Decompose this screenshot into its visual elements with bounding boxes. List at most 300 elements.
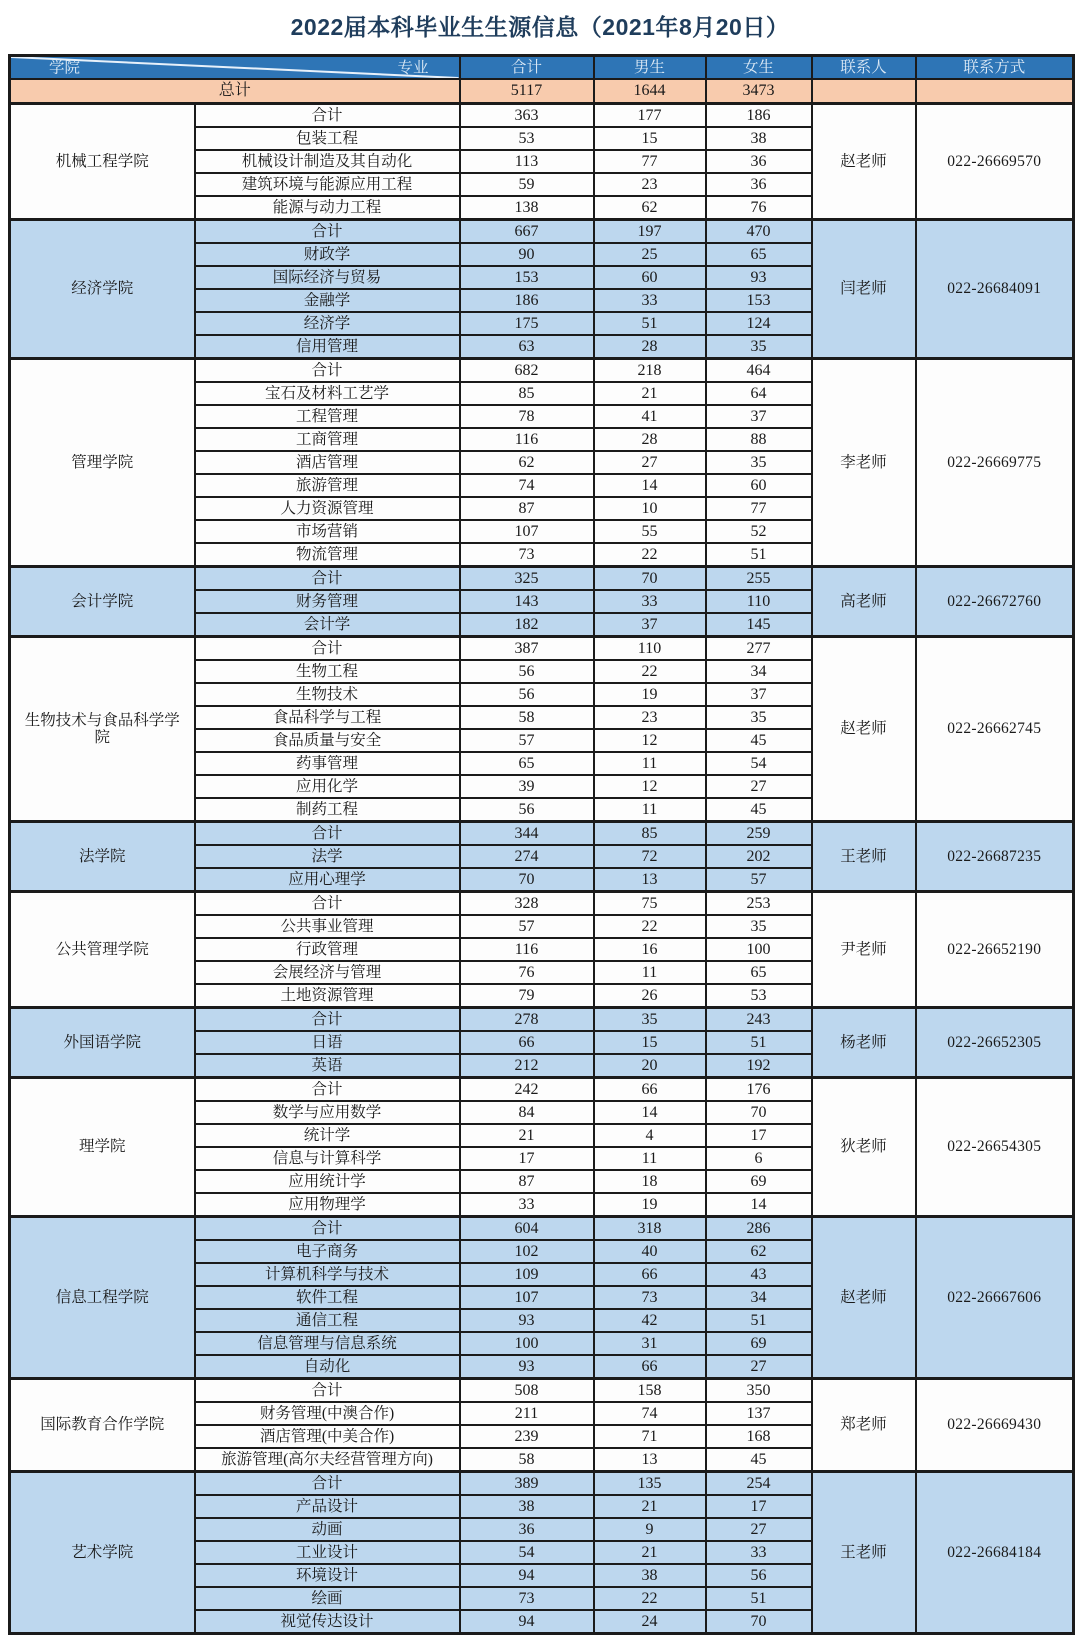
graduate-source-table (8, 54, 1075, 1635)
major-cell: 财务管理(中澳合作) (195, 1402, 460, 1425)
male-cell: 12 (594, 729, 706, 752)
major-cell: 工程管理 (195, 405, 460, 428)
header-cell-male: 男生 (594, 56, 706, 80)
female-cell: 45 (706, 798, 812, 822)
total-cell: 116 (460, 428, 594, 451)
female-cell: 51 (706, 543, 812, 567)
header-cell-female: 女生 (706, 56, 812, 80)
college-name-cell: 理学院 (10, 1078, 195, 1217)
total-cell: 94 (460, 1564, 594, 1587)
college-name-cell: 公共管理学院 (10, 892, 195, 1008)
male-cell: 21 (594, 1495, 706, 1518)
female-cell: 254 (706, 1472, 812, 1496)
major-cell: 会展经济与管理 (195, 961, 460, 984)
major-cell: 通信工程 (195, 1309, 460, 1332)
male-cell: 22 (594, 915, 706, 938)
male-cell: 66 (594, 1078, 706, 1102)
female-cell: 110 (706, 590, 812, 613)
header-cell-total: 合计 (460, 56, 594, 80)
female-cell: 64 (706, 382, 812, 405)
major-cell: 食品科学与工程 (195, 706, 460, 729)
male-cell: 51 (594, 312, 706, 335)
major-row (10, 637, 1074, 661)
major-cell: 绘画 (195, 1587, 460, 1610)
contact-cell: 高老师 (812, 567, 916, 637)
college-name-cell: 管理学院 (10, 359, 195, 567)
major-row (10, 359, 1074, 383)
male-cell: 11 (594, 1147, 706, 1170)
female-cell: 14 (706, 1193, 812, 1217)
phone-cell: 022-26652305 (916, 1008, 1074, 1078)
contact-cell: 赵老师 (812, 104, 916, 220)
major-cell: 财务管理 (195, 590, 460, 613)
total-cell: 508 (460, 1379, 594, 1403)
major-cell: 信息与计算科学 (195, 1147, 460, 1170)
male-cell: 23 (594, 706, 706, 729)
major-cell: 合计 (195, 1472, 460, 1496)
male-cell: 72 (594, 845, 706, 868)
phone-cell: 022-26662745 (916, 637, 1074, 822)
major-cell: 宝石及材料工艺学 (195, 382, 460, 405)
female-cell: 137 (706, 1402, 812, 1425)
grand-total-label: 总计 (10, 79, 460, 104)
total-cell: 21 (460, 1124, 594, 1147)
total-cell: 94 (460, 1610, 594, 1634)
male-cell: 20 (594, 1054, 706, 1078)
total-cell: 76 (460, 961, 594, 984)
female-cell: 51 (706, 1309, 812, 1332)
major-cell: 酒店管理(中美合作) (195, 1425, 460, 1448)
major-cell: 土地资源管理 (195, 984, 460, 1008)
total-cell: 87 (460, 497, 594, 520)
female-cell: 27 (706, 1518, 812, 1541)
total-cell: 278 (460, 1008, 594, 1032)
phone-cell: 022-26667606 (916, 1217, 1074, 1379)
major-cell: 市场营销 (195, 520, 460, 543)
total-cell: 79 (460, 984, 594, 1008)
total-cell: 389 (460, 1472, 594, 1496)
major-cell: 会计学 (195, 613, 460, 637)
major-cell: 应用心理学 (195, 868, 460, 892)
total-cell: 73 (460, 543, 594, 567)
male-cell: 177 (594, 104, 706, 128)
male-cell: 40 (594, 1240, 706, 1263)
total-cell: 17 (460, 1147, 594, 1170)
male-cell: 19 (594, 1193, 706, 1217)
female-cell: 37 (706, 683, 812, 706)
major-cell: 合计 (195, 1379, 460, 1403)
total-cell: 138 (460, 196, 594, 220)
total-cell: 84 (460, 1101, 594, 1124)
total-cell: 58 (460, 706, 594, 729)
male-cell: 27 (594, 451, 706, 474)
male-cell: 71 (594, 1425, 706, 1448)
male-cell: 25 (594, 243, 706, 266)
female-cell: 145 (706, 613, 812, 637)
phone-cell: 022-26654305 (916, 1078, 1074, 1217)
female-cell: 54 (706, 752, 812, 775)
female-cell: 124 (706, 312, 812, 335)
male-cell: 22 (594, 1587, 706, 1610)
college-name-cell: 国际教育合作学院 (10, 1379, 195, 1472)
total-cell: 63 (460, 335, 594, 359)
major-cell: 合计 (195, 220, 460, 244)
major-cell: 合计 (195, 1008, 460, 1032)
female-cell: 65 (706, 961, 812, 984)
male-cell: 75 (594, 892, 706, 916)
male-cell: 22 (594, 660, 706, 683)
header-cell-college-major (10, 56, 460, 80)
total-cell: 78 (460, 405, 594, 428)
female-cell: 259 (706, 822, 812, 846)
female-cell: 62 (706, 1240, 812, 1263)
phone-cell: 022-26652190 (916, 892, 1074, 1008)
header-row (10, 56, 1074, 80)
male-cell: 74 (594, 1402, 706, 1425)
female-cell: 38 (706, 127, 812, 150)
major-cell: 合计 (195, 637, 460, 661)
total-cell: 102 (460, 1240, 594, 1263)
female-cell: 253 (706, 892, 812, 916)
major-cell: 自动化 (195, 1355, 460, 1379)
major-row (10, 1472, 1074, 1496)
female-cell: 192 (706, 1054, 812, 1078)
page-title: 2022届本科毕业生生源信息（2021年8月20日） (290, 14, 790, 40)
male-cell: 21 (594, 382, 706, 405)
major-cell: 制药工程 (195, 798, 460, 822)
total-cell: 344 (460, 822, 594, 846)
grand-total-female: 3473 (706, 79, 812, 104)
female-cell: 33 (706, 1541, 812, 1564)
male-cell: 66 (594, 1355, 706, 1379)
total-cell: 186 (460, 289, 594, 312)
total-cell: 93 (460, 1355, 594, 1379)
header-cell-phone: 联系方式 (916, 56, 1074, 80)
college-name-cell: 经济学院 (10, 220, 195, 359)
male-cell: 55 (594, 520, 706, 543)
female-cell: 350 (706, 1379, 812, 1403)
contact-cell: 赵老师 (812, 1217, 916, 1379)
female-cell: 51 (706, 1587, 812, 1610)
male-cell: 318 (594, 1217, 706, 1241)
male-cell: 10 (594, 497, 706, 520)
male-cell: 66 (594, 1263, 706, 1286)
female-cell: 37 (706, 405, 812, 428)
female-cell: 34 (706, 1286, 812, 1309)
major-row (10, 1379, 1074, 1403)
major-cell: 合计 (195, 359, 460, 383)
male-cell: 38 (594, 1564, 706, 1587)
male-cell: 16 (594, 938, 706, 961)
page (0, 9, 1080, 1635)
major-cell: 能源与动力工程 (195, 196, 460, 220)
total-cell: 239 (460, 1425, 594, 1448)
female-cell: 470 (706, 220, 812, 244)
total-cell: 143 (460, 590, 594, 613)
male-cell: 31 (594, 1332, 706, 1355)
phone-cell: 022-26672760 (916, 567, 1074, 637)
total-cell: 73 (460, 1587, 594, 1610)
female-cell: 52 (706, 520, 812, 543)
total-cell: 175 (460, 312, 594, 335)
male-cell: 42 (594, 1309, 706, 1332)
major-cell: 包装工程 (195, 127, 460, 150)
header-label-major: 专业 (397, 58, 429, 76)
total-cell: 604 (460, 1217, 594, 1241)
total-cell: 100 (460, 1332, 594, 1355)
major-cell: 法学 (195, 845, 460, 868)
major-row (10, 892, 1074, 916)
female-cell: 27 (706, 775, 812, 798)
total-cell: 85 (460, 382, 594, 405)
phone-cell: 022-26669570 (916, 104, 1074, 220)
total-cell: 33 (460, 1193, 594, 1217)
total-cell: 65 (460, 752, 594, 775)
female-cell: 56 (706, 1564, 812, 1587)
major-cell: 公共事业管理 (195, 915, 460, 938)
college-name-cell: 艺术学院 (10, 1472, 195, 1634)
female-cell: 464 (706, 359, 812, 383)
male-cell: 135 (594, 1472, 706, 1496)
major-cell: 国际经济与贸易 (195, 266, 460, 289)
total-cell: 325 (460, 567, 594, 591)
male-cell: 60 (594, 266, 706, 289)
female-cell: 69 (706, 1332, 812, 1355)
college-name-cell: 信息工程学院 (10, 1217, 195, 1379)
female-cell: 6 (706, 1147, 812, 1170)
total-cell: 59 (460, 173, 594, 196)
total-cell: 87 (460, 1170, 594, 1193)
female-cell: 243 (706, 1008, 812, 1032)
total-cell: 667 (460, 220, 594, 244)
college-name-cell: 法学院 (10, 822, 195, 892)
major-row (10, 822, 1074, 846)
header-label-college: 学院 (49, 58, 81, 76)
female-cell: 34 (706, 660, 812, 683)
major-cell: 数学与应用数学 (195, 1101, 460, 1124)
female-cell: 76 (706, 196, 812, 220)
phone-cell: 022-26684184 (916, 1472, 1074, 1634)
major-cell: 计算机科学与技术 (195, 1263, 460, 1286)
female-cell: 70 (706, 1610, 812, 1634)
male-cell: 11 (594, 752, 706, 775)
major-cell: 环境设计 (195, 1564, 460, 1587)
total-cell: 363 (460, 104, 594, 128)
female-cell: 35 (706, 451, 812, 474)
male-cell: 28 (594, 428, 706, 451)
grand-total-phone-cell (916, 79, 1074, 104)
female-cell: 57 (706, 868, 812, 892)
major-cell: 电子商务 (195, 1240, 460, 1263)
total-cell: 113 (460, 150, 594, 173)
male-cell: 218 (594, 359, 706, 383)
contact-cell: 杨老师 (812, 1008, 916, 1078)
male-cell: 13 (594, 868, 706, 892)
major-cell: 生物工程 (195, 660, 460, 683)
major-row (10, 567, 1074, 591)
male-cell: 18 (594, 1170, 706, 1193)
male-cell: 28 (594, 335, 706, 359)
total-cell: 211 (460, 1402, 594, 1425)
female-cell: 51 (706, 1031, 812, 1054)
major-cell: 合计 (195, 822, 460, 846)
major-cell: 日语 (195, 1031, 460, 1054)
table-header (10, 56, 1074, 104)
male-cell: 33 (594, 289, 706, 312)
male-cell: 14 (594, 1101, 706, 1124)
college-name-cell: 生物技术与食品科学学院 (10, 637, 195, 822)
total-cell: 54 (460, 1541, 594, 1564)
contact-cell: 闫老师 (812, 220, 916, 359)
male-cell: 23 (594, 173, 706, 196)
female-cell: 35 (706, 335, 812, 359)
major-cell: 合计 (195, 1078, 460, 1102)
total-cell: 107 (460, 1286, 594, 1309)
total-cell: 107 (460, 520, 594, 543)
contact-cell: 王老师 (812, 1472, 916, 1634)
total-cell: 212 (460, 1054, 594, 1078)
total-cell: 116 (460, 938, 594, 961)
total-cell: 328 (460, 892, 594, 916)
contact-cell: 李老师 (812, 359, 916, 567)
major-cell: 旅游管理(高尔夫经营管理方向) (195, 1448, 460, 1472)
major-row (10, 220, 1074, 244)
major-cell: 工商管理 (195, 428, 460, 451)
female-cell: 100 (706, 938, 812, 961)
phone-cell: 022-26687235 (916, 822, 1074, 892)
college-name-cell: 机械工程学院 (10, 104, 195, 220)
female-cell: 17 (706, 1124, 812, 1147)
major-cell: 视觉传达设计 (195, 1610, 460, 1634)
total-cell: 39 (460, 775, 594, 798)
major-row (10, 1078, 1074, 1102)
male-cell: 85 (594, 822, 706, 846)
female-cell: 176 (706, 1078, 812, 1102)
female-cell: 88 (706, 428, 812, 451)
female-cell: 168 (706, 1425, 812, 1448)
major-cell: 旅游管理 (195, 474, 460, 497)
male-cell: 12 (594, 775, 706, 798)
contact-cell: 赵老师 (812, 637, 916, 822)
major-cell: 应用化学 (195, 775, 460, 798)
female-cell: 35 (706, 706, 812, 729)
total-cell: 53 (460, 127, 594, 150)
total-cell: 153 (460, 266, 594, 289)
total-cell: 242 (460, 1078, 594, 1102)
male-cell: 35 (594, 1008, 706, 1032)
major-cell: 食品质量与安全 (195, 729, 460, 752)
total-cell: 74 (460, 474, 594, 497)
male-cell: 77 (594, 150, 706, 173)
female-cell: 27 (706, 1355, 812, 1379)
total-cell: 56 (460, 660, 594, 683)
major-cell: 物流管理 (195, 543, 460, 567)
male-cell: 22 (594, 543, 706, 567)
female-cell: 60 (706, 474, 812, 497)
total-cell: 70 (460, 868, 594, 892)
major-cell: 工业设计 (195, 1541, 460, 1564)
female-cell: 69 (706, 1170, 812, 1193)
male-cell: 197 (594, 220, 706, 244)
major-cell: 动画 (195, 1518, 460, 1541)
major-cell: 财政学 (195, 243, 460, 266)
contact-cell: 王老师 (812, 822, 916, 892)
female-cell: 77 (706, 497, 812, 520)
major-cell: 统计学 (195, 1124, 460, 1147)
major-cell: 建筑环境与能源应用工程 (195, 173, 460, 196)
phone-cell: 022-26669775 (916, 359, 1074, 567)
grand-total-contact-cell (812, 79, 916, 104)
major-cell: 合计 (195, 1217, 460, 1241)
major-cell: 机械设计制造及其自动化 (195, 150, 460, 173)
female-cell: 45 (706, 729, 812, 752)
female-cell: 70 (706, 1101, 812, 1124)
contact-cell: 尹老师 (812, 892, 916, 1008)
male-cell: 11 (594, 798, 706, 822)
female-cell: 36 (706, 173, 812, 196)
total-cell: 36 (460, 1518, 594, 1541)
major-cell: 金融学 (195, 289, 460, 312)
male-cell: 33 (594, 590, 706, 613)
female-cell: 202 (706, 845, 812, 868)
male-cell: 62 (594, 196, 706, 220)
total-cell: 57 (460, 729, 594, 752)
college-name-cell: 会计学院 (10, 567, 195, 637)
major-cell: 生物技术 (195, 683, 460, 706)
female-cell: 53 (706, 984, 812, 1008)
total-cell: 182 (460, 613, 594, 637)
major-cell: 软件工程 (195, 1286, 460, 1309)
header-cell-contact: 联系人 (812, 56, 916, 80)
female-cell: 36 (706, 150, 812, 173)
major-cell: 酒店管理 (195, 451, 460, 474)
female-cell: 93 (706, 266, 812, 289)
major-cell: 信息管理与信息系统 (195, 1332, 460, 1355)
grand-total-male: 1644 (594, 79, 706, 104)
major-cell: 合计 (195, 567, 460, 591)
major-cell: 经济学 (195, 312, 460, 335)
total-cell: 387 (460, 637, 594, 661)
total-cell: 90 (460, 243, 594, 266)
female-cell: 277 (706, 637, 812, 661)
male-cell: 14 (594, 474, 706, 497)
grand-total-total: 5117 (460, 79, 594, 104)
contact-cell: 郑老师 (812, 1379, 916, 1472)
major-cell: 应用物理学 (195, 1193, 460, 1217)
female-cell: 153 (706, 289, 812, 312)
total-cell: 62 (460, 451, 594, 474)
female-cell: 43 (706, 1263, 812, 1286)
major-cell: 产品设计 (195, 1495, 460, 1518)
total-cell: 274 (460, 845, 594, 868)
total-cell: 56 (460, 798, 594, 822)
total-cell: 58 (460, 1448, 594, 1472)
male-cell: 110 (594, 637, 706, 661)
male-cell: 26 (594, 984, 706, 1008)
total-cell: 57 (460, 915, 594, 938)
major-cell: 英语 (195, 1054, 460, 1078)
contact-cell: 狄老师 (812, 1078, 916, 1217)
major-cell: 药事管理 (195, 752, 460, 775)
male-cell: 158 (594, 1379, 706, 1403)
major-cell: 行政管理 (195, 938, 460, 961)
major-cell: 应用统计学 (195, 1170, 460, 1193)
male-cell: 70 (594, 567, 706, 591)
major-cell: 合计 (195, 104, 460, 128)
phone-cell: 022-26684091 (916, 220, 1074, 359)
college-name-cell: 外国语学院 (10, 1008, 195, 1078)
grand-total-row (10, 79, 1074, 104)
